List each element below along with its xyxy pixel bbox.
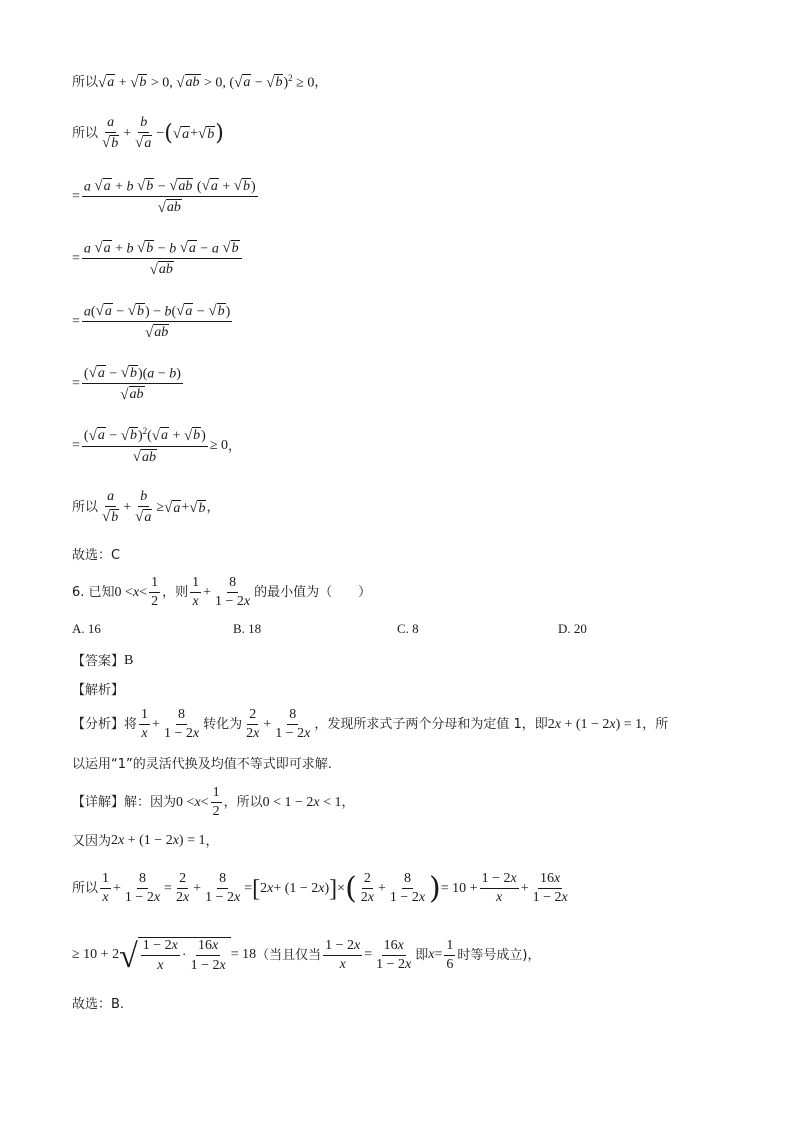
expression: $\frac{1}{x}$ + $\frac{8}{1 - 2x}$ [192, 575, 251, 609]
fenxi-line-2 [72, 758, 332, 771]
derivation-expr: $\frac{1}{x}$ + $\frac{8}{1 - 2x}$ = $\frac{2}{2x}$ + $\frac{8}{1 - 2x}$ = [ 2 x + (1 − 2 x ) ] × ( $\frac{2}{2x}$ + $\frac{8}{1 - 2x}$ ) = 10 + $\frac{1 - 2x}{x}$ + $\frac{16x}{1 - 2x}$ [102, 870, 568, 906]
choice-c[interactable]: C. 8 [397, 621, 419, 636]
question-then: ，则 [162, 585, 189, 600]
fenxi-jiang: 将 [124, 717, 138, 732]
fenxi-expr-1: $\frac{1}{x}$ + $\frac{8}{1 - 2x}$ [141, 707, 200, 741]
fenxi-end: ，所 [642, 717, 669, 732]
answer-line [72, 654, 133, 668]
question-number: 6. 已知 [72, 585, 115, 600]
condition: 0 < x < $\frac{1}{2}$ [114, 575, 159, 609]
analysis-heading [72, 684, 124, 697]
prefix-text: 所以 [72, 500, 99, 516]
question-tail: 的最小值为（ ） [254, 585, 372, 600]
line-1 [72, 74, 327, 91]
fenxi-expr-3: 2x + (1 − 2x) = 1 [547, 716, 643, 732]
ji-text: 即 [415, 947, 429, 963]
line-4 [72, 240, 244, 278]
shi-text: 时等号成立)， [457, 947, 541, 963]
xiangjie-expr: 0 < x < $\frac{1}{2}$ [176, 785, 220, 819]
fenxi-zhuan: 转化为 [203, 717, 243, 732]
choice-a[interactable]: A. 16 [72, 621, 101, 636]
comma: ， [206, 500, 220, 516]
answer-line-c [72, 549, 120, 562]
math-expression: = ( √ a − √ b )$^2$( √ a + √ b ) √ ab ≥ 0 [72, 426, 229, 466]
dangqie-text: （当且仅当 [256, 947, 322, 963]
fenxi-mid: ，发现所求式子两个分母和为定值 1，即 [314, 717, 548, 732]
youyinwei-line [72, 834, 218, 848]
choice-b[interactable]: B. 18 [233, 621, 262, 636]
answer-tag: 【答案】 [72, 653, 125, 669]
line-7 [72, 427, 241, 465]
line-5 [72, 303, 234, 341]
prefix-text: 所以 [72, 126, 99, 142]
youyinwei-expr: 2x + (1 − 2x) = 1 [111, 833, 206, 848]
answer-line-b [72, 998, 124, 1011]
xiangjie-text: 解：因为 [124, 795, 177, 810]
analysis-tag: 【解析】 [72, 683, 125, 698]
math-expression: √ a + √ b > 0, √ ab > 0, ( √ a − √ b )$^2$ ≥ 0 [98, 73, 315, 91]
fenxi-line-1 [72, 708, 668, 741]
x-value: x = $\frac{1}{6}$ [428, 937, 454, 972]
prefix-text: 所以 [72, 881, 99, 896]
comma: ， [314, 74, 328, 90]
equality-condition: $\frac{1 - 2x}{x}$ = $\frac{16x}{1 - 2x}$ [325, 937, 412, 972]
comma: ， [341, 795, 355, 810]
xiangjie-tag: 【详解】 [72, 795, 125, 810]
line-6 [72, 365, 185, 403]
prefix-text: 所以 [72, 74, 99, 90]
math-expression: = a √ a + b √ b − b √ a − a √ b √ ab [72, 240, 244, 278]
math-expression: a √ b + b √ a − ( √ a + √ b ) [102, 115, 224, 152]
line-8 [72, 490, 219, 525]
inequality-expr: ≥ 10 + 2 √ $\frac{1 - 2x}{x}$ · $\frac{16x}{1 - 2x}$ = 18 [72, 937, 257, 975]
youyinwei-text: 又因为 [72, 833, 112, 849]
math-expression: a √ b + b √ a ≥ √ a + √ b [102, 489, 206, 526]
fenxi-tag: 【分析】 [72, 717, 125, 732]
math-expression: = a √ a + b √ b − √ ab ( √ a + √ b ) √ ab [72, 178, 256, 216]
answer-text: 故选：C [72, 548, 121, 563]
answer-text: 故选：B. [72, 997, 125, 1012]
line-2 [72, 116, 224, 151]
fenxi-expr-2: $\frac{2}{2x}$ + $\frac{8}{1 - 2x}$ [246, 707, 311, 741]
choice-d[interactable]: D. 20 [558, 621, 587, 636]
xiangjie-so: ，所以 [223, 795, 263, 810]
fenxi-text: 以运用“1”的灵活代换及均值不等式即可求解. [72, 757, 332, 772]
math-expression: = ( √ a − √ b )(a − b) √ ab [72, 365, 181, 403]
comma: ， [228, 438, 242, 454]
math-expression: = a( √ a − √ b ) − b( √ a − √ b ) √ ab [72, 303, 231, 341]
comma: ， [205, 833, 219, 849]
line-3 [72, 178, 260, 216]
question-6 [72, 576, 371, 609]
xiangjie-result: 0 < 1 − 2x < 1 [262, 794, 342, 810]
derivation-line [72, 872, 572, 905]
xiangjie-line [72, 786, 355, 819]
inequality-line [72, 937, 540, 974]
choices [72, 621, 732, 637]
answer-value: B [124, 653, 134, 668]
